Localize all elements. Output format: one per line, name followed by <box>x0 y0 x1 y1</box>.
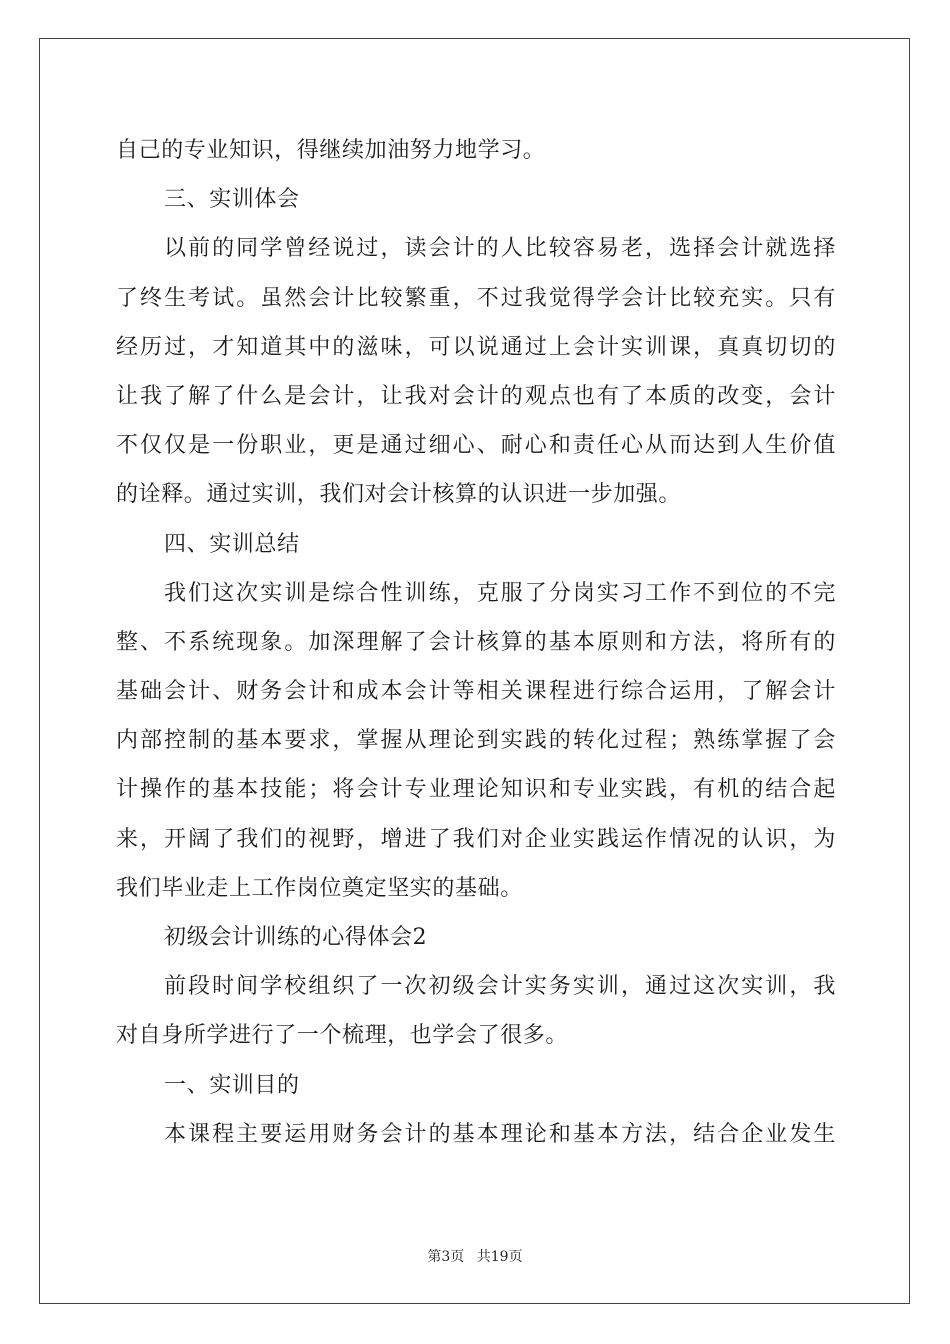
text-line: 自己的专业知识，得继续加油努力地学习。 <box>116 138 546 163</box>
section-heading: 一、实训目的 <box>164 1072 300 1098</box>
text-line: 本课程主要运用财务会计的基本理论和基本方法，结合企业发生 <box>164 1121 836 1147</box>
document-body <box>116 126 836 1159</box>
page-footer <box>0 1246 950 1266</box>
text-line: 我们毕业走上工作岗位奠定坚实的基础。 <box>116 875 523 901</box>
text-line: 不仅仅是一份职业，更是通过细心、耐心和责任心从而达到人生价值 <box>116 433 836 459</box>
text-line: 经历过，才知道其中的滋味，可以说通过上会计实训课，真真切切的 <box>116 334 836 360</box>
page-total: 共19页 <box>476 1249 523 1265</box>
text-line: 让我了解了什么是会计，让我对会计的观点也有了本质的改变，会计 <box>116 383 836 409</box>
text-line: 内部控制的基本要求，掌握从理论到实践的转化过程；熟练掌握了会 <box>116 728 836 754</box>
text-line: 计操作的基本技能；将会计专业理论知识和专业实践，有机的结合起 <box>116 777 836 803</box>
text-line: 基础会计、财务会计和成本会计等相关课程进行综合运用，了解会计 <box>116 679 836 705</box>
text-line: 整、不系统现象。加深理解了会计核算的基本原则和方法，将所有的 <box>116 629 836 655</box>
text-line: 来，开阔了我们的视野，增进了我们对企业实践运作情况的认识，为 <box>116 826 836 852</box>
text-line: 以前的同学曾经说过，读会计的人比较容易老，选择会计就选择 <box>164 236 836 262</box>
text-line: 我们这次实训是综合性训练，克服了分岗实习工作不到位的不完 <box>164 580 836 606</box>
text-line: 了终生考试。虽然会计比较繁重，不过我觉得学会计比较充实。只有 <box>116 285 836 311</box>
text-line: 前段时间学校组织了一次初级会计实务实训，通过这次实训，我 <box>164 974 836 1000</box>
text-line: 对自身所学进行了一个梳理，也学会了很多。 <box>116 1023 569 1049</box>
section-heading: 四、实训总结 <box>164 531 300 557</box>
text-line: 的诠释。通过实训，我们对会计核算的认识进一步加强。 <box>116 482 682 508</box>
section-heading: 三、实训体会 <box>164 187 300 213</box>
page-number: 第3页 <box>427 1249 465 1265</box>
section-heading: 初级会计训练的心得体会2 <box>164 925 428 950</box>
